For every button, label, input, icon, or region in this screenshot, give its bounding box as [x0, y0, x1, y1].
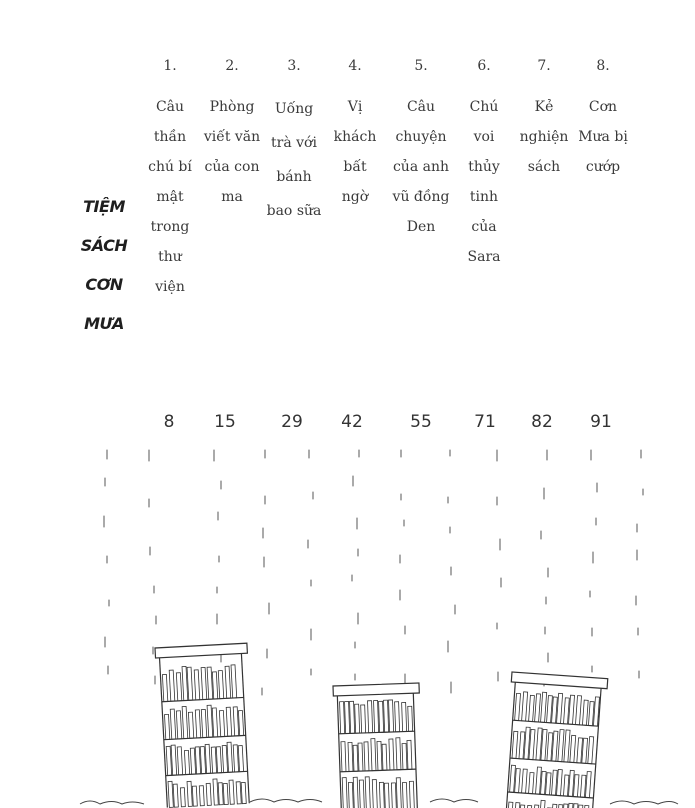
chapter-3[interactable] — [266, 56, 322, 228]
page-number: 29 — [281, 412, 303, 432]
book — [382, 744, 387, 770]
book — [236, 782, 241, 804]
page-number: 8 — [163, 412, 175, 432]
chapter-title: Chú voi thủy tinh của Sara — [467, 99, 501, 265]
book — [395, 702, 400, 732]
book — [233, 707, 239, 736]
chapter-title: Câu thần chú bí mật trong thư viện — [148, 99, 192, 295]
book — [173, 784, 178, 807]
book — [192, 786, 197, 806]
book — [384, 700, 389, 732]
book — [170, 709, 176, 739]
book-title-word: SÁCH — [80, 236, 128, 255]
book — [206, 783, 211, 805]
book — [558, 729, 564, 761]
book — [184, 750, 189, 774]
book — [212, 672, 217, 699]
book — [563, 775, 568, 796]
ground-grass — [80, 799, 678, 804]
book — [558, 805, 563, 808]
book — [580, 775, 586, 797]
book — [368, 701, 373, 733]
book — [568, 803, 573, 808]
book — [515, 803, 520, 808]
chapter-title: Kẻ nghiện sách — [519, 99, 569, 175]
book — [182, 706, 188, 738]
book — [238, 711, 243, 736]
book — [194, 670, 200, 700]
book — [552, 804, 557, 808]
chapter-number: 4. — [348, 58, 362, 74]
book — [573, 804, 578, 808]
book — [180, 788, 185, 807]
book — [541, 771, 547, 794]
book — [575, 696, 581, 725]
book — [166, 746, 172, 775]
book — [371, 739, 376, 771]
book — [218, 671, 223, 699]
page-number: 82 — [531, 412, 553, 432]
book-title — [76, 192, 132, 348]
book — [359, 780, 364, 808]
book — [515, 769, 521, 793]
book — [207, 705, 213, 737]
book — [348, 782, 353, 808]
page-number: 91 — [590, 412, 612, 432]
book — [379, 701, 384, 732]
book — [190, 748, 195, 774]
page-number: 71 — [474, 412, 496, 432]
book — [233, 745, 238, 772]
book — [540, 800, 545, 808]
book — [522, 769, 528, 793]
chapter-6[interactable] — [458, 56, 510, 272]
book — [345, 701, 350, 733]
book — [379, 782, 384, 808]
chapter-1[interactable] — [135, 56, 205, 302]
book — [396, 738, 401, 770]
book — [195, 747, 200, 774]
book — [241, 782, 246, 803]
chapter-title: Vị khách bất ngờ — [333, 99, 377, 205]
book — [226, 707, 232, 736]
book-title-word: TIỆM — [83, 197, 125, 216]
book — [374, 700, 379, 732]
chapter-4[interactable] — [329, 56, 381, 212]
rain-bookshelves-illustration — [0, 440, 695, 808]
book — [508, 802, 513, 808]
bookshelf-middle — [333, 683, 423, 808]
book — [588, 737, 594, 764]
book — [529, 695, 535, 721]
book — [169, 670, 175, 701]
book — [529, 773, 534, 794]
book — [229, 780, 234, 804]
book — [212, 708, 218, 737]
book — [588, 702, 594, 726]
book — [409, 781, 414, 808]
chapter-number: 6. — [477, 58, 491, 74]
book — [353, 777, 358, 808]
book — [582, 700, 588, 725]
book — [522, 692, 528, 721]
chapter-number: 8. — [596, 58, 610, 74]
book — [573, 775, 579, 797]
book — [512, 731, 518, 758]
book — [176, 711, 181, 739]
chapter-number: 2. — [225, 58, 239, 74]
book — [187, 781, 192, 806]
book — [225, 666, 231, 698]
book — [342, 778, 347, 808]
book — [402, 702, 407, 731]
book — [365, 777, 370, 808]
book — [535, 694, 541, 722]
book — [364, 742, 369, 771]
book — [563, 804, 568, 808]
book — [408, 706, 413, 731]
book — [201, 709, 206, 737]
book — [570, 735, 576, 762]
book — [227, 742, 233, 772]
book — [515, 693, 521, 720]
chapter-number: 5. — [414, 58, 428, 74]
book — [218, 783, 223, 805]
chapter-number: 1. — [163, 58, 177, 74]
book — [177, 747, 182, 775]
book — [213, 779, 218, 805]
book — [207, 667, 213, 699]
book — [171, 745, 177, 775]
book — [211, 747, 216, 773]
book — [564, 730, 570, 762]
page-number: 15 — [214, 412, 236, 432]
book — [200, 747, 205, 774]
chapter-title: Câu chuyện của anh vũ đồng Den — [392, 99, 450, 235]
book — [222, 745, 227, 772]
chapter-5[interactable] — [387, 56, 455, 242]
bookshelf-left — [155, 643, 255, 808]
bookshelf-right — [502, 672, 608, 808]
chapter-7[interactable] — [514, 56, 574, 182]
book — [348, 742, 353, 771]
chapter-title: Cơn Mưa bị cướp — [578, 99, 628, 175]
book — [219, 711, 224, 737]
page-number: 42 — [341, 412, 363, 432]
book — [541, 692, 547, 722]
chapter-number: 3. — [287, 58, 301, 74]
book — [201, 667, 207, 699]
book — [341, 742, 346, 772]
chapter-number: 7. — [537, 58, 551, 74]
book — [384, 783, 389, 808]
book — [238, 746, 243, 772]
page-number: 55 — [410, 412, 432, 432]
book — [223, 783, 228, 804]
chapter-title: Uống trà với bánh bao sữa — [266, 101, 322, 219]
chapter-2[interactable] — [203, 56, 261, 212]
book — [389, 739, 394, 770]
book — [350, 701, 355, 733]
book — [402, 743, 407, 769]
book — [216, 747, 221, 773]
book — [340, 702, 345, 734]
book-title-word: MƯA — [84, 314, 124, 333]
book — [162, 674, 167, 701]
book — [389, 700, 394, 732]
book — [546, 773, 552, 795]
book — [407, 740, 412, 769]
book — [396, 778, 401, 808]
book — [205, 744, 211, 773]
rain-drops — [104, 450, 643, 695]
book — [372, 780, 377, 808]
book — [355, 704, 360, 733]
book — [353, 745, 358, 771]
chapter-title: Phòng viết văn của con ma — [203, 99, 261, 205]
book — [361, 705, 366, 733]
book — [231, 665, 237, 698]
book-title-word: CƠN — [85, 275, 123, 294]
book — [195, 710, 200, 738]
book — [402, 782, 407, 808]
chapter-8[interactable] — [574, 56, 632, 182]
book — [176, 673, 181, 701]
book — [188, 712, 193, 738]
book — [358, 743, 363, 771]
book — [377, 741, 382, 770]
book — [199, 786, 204, 806]
book — [164, 714, 169, 739]
book — [168, 781, 173, 807]
book — [391, 783, 396, 808]
